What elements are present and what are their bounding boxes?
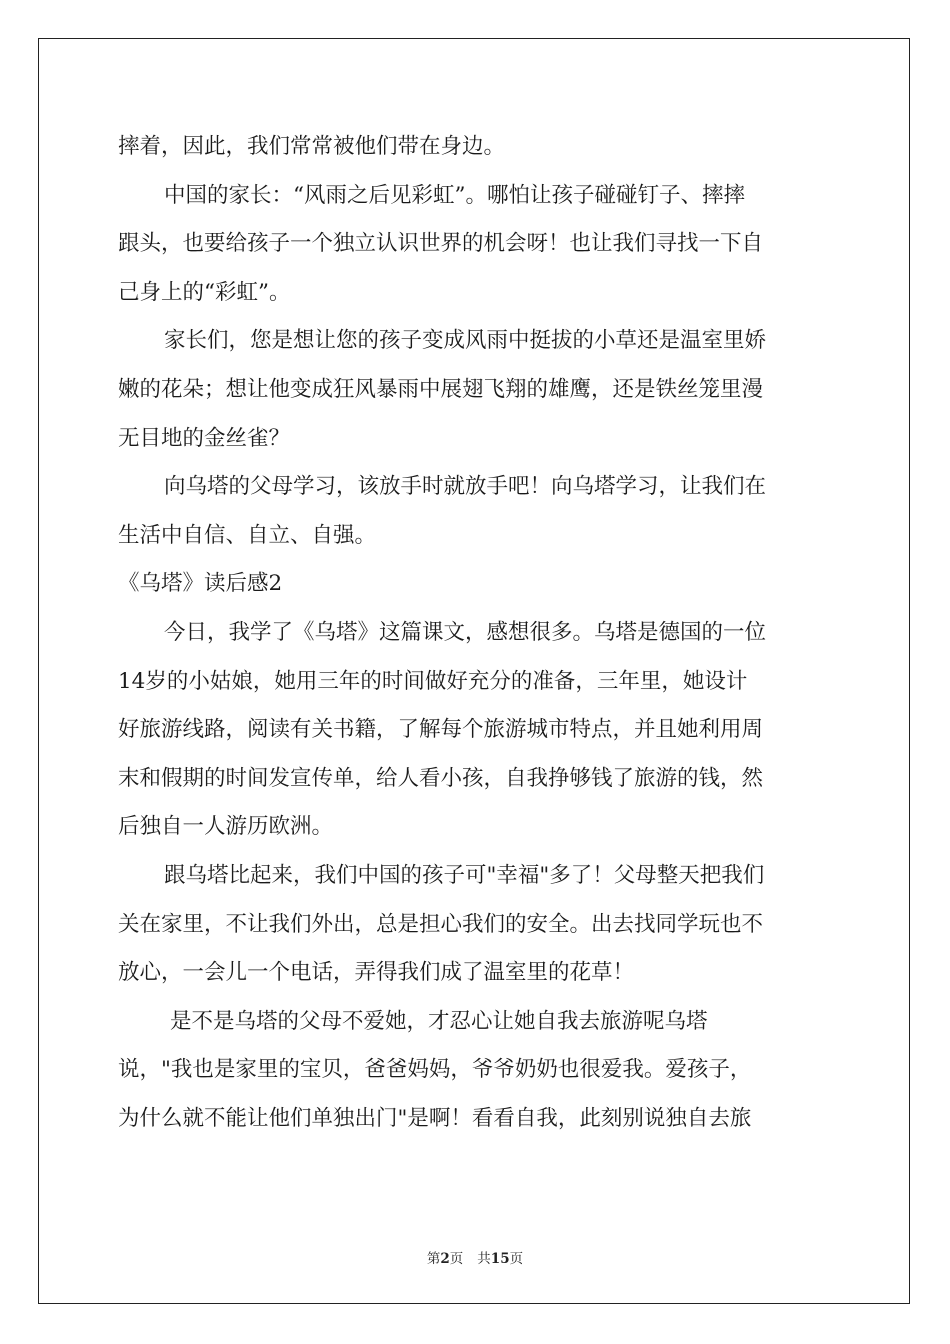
text-line: 无目地的金丝雀？ (118, 425, 291, 451)
paragraph-first-line: 今日，我学了《乌塔》这篇课文，感想很多。乌塔是德国的一位 (164, 619, 767, 645)
text-line: 跟头，也要给孩子一个独立认识世界的机会呀！也让我们寻找一下自 (118, 231, 764, 257)
total-label-suffix: 页 (509, 1251, 524, 1267)
text-line: 关在家里，不让我们外出，总是担心我们的安全。出去找同学玩也不 (118, 911, 764, 937)
text-line: 生活中自信、自立、自强。 (118, 522, 377, 548)
text-line: 末和假期的时间发宣传单，给人看小孩，自我挣够钱了旅游的钱，然 (118, 765, 764, 791)
text-line: 为什么就不能让他们单独出门"是啊！看看自我，此刻别说独自去旅 (118, 1105, 752, 1131)
text-line: 嫩的花朵；想让他变成狂风暴雨中展翅飞翔的雄鹰，还是铁丝笼里漫 (118, 376, 764, 402)
total-label-prefix: 共 (477, 1251, 491, 1267)
page-footer (0, 1247, 950, 1267)
text-line: 《乌塔》读后感2 (118, 571, 283, 597)
text-line: 后独自一人游历欧洲。 (118, 814, 334, 840)
paragraph-first-line: 向乌塔的父母学习，该放手时就放手吧！向乌塔学习，让我们在 (164, 474, 767, 500)
paragraph-first-line: 是不是乌塔的父母不爱她，才忍心让她自我去旅游呢乌塔 (170, 1008, 708, 1034)
document-body (118, 123, 834, 1143)
text-line: 说，"我也是家里的宝贝，爸爸妈妈，爷爷奶奶也很爱我。爱孩子， (118, 1057, 752, 1083)
text-line: 放心，一会儿一个电话，弄得我们成了温室里的花草！ (118, 960, 635, 986)
text-line: 己身上的“彩虹”。 (118, 279, 291, 305)
text-line: 摔着，因此，我们常常被他们带在身边。 (118, 134, 506, 159)
page-number: 2 (440, 1251, 450, 1267)
total-pages: 15 (490, 1251, 510, 1267)
paragraph-first-line: 跟乌塔比起来，我们中国的孩子可"幸福"多了！父母整天把我们 (164, 862, 765, 888)
paragraph-first-line: 中国的家长：“风雨之后见彩虹”。哪怕让孩子碰碰钉子、摔摔 (164, 182, 745, 208)
page-label-prefix: 第 (426, 1251, 441, 1267)
paragraph-first-line: 家长们，您是想让您的孩子变成风雨中挺拔的小草还是温室里娇 (164, 328, 767, 354)
text-line: 好旅游线路，阅读有关书籍，了解每个旅游城市特点，并且她利用周 (118, 717, 764, 743)
text-line: 14岁的小姑娘，她用三年的时间做好充分的准备，三年里，她设计 (118, 668, 748, 694)
page-label-suffix: 页 (449, 1251, 464, 1267)
